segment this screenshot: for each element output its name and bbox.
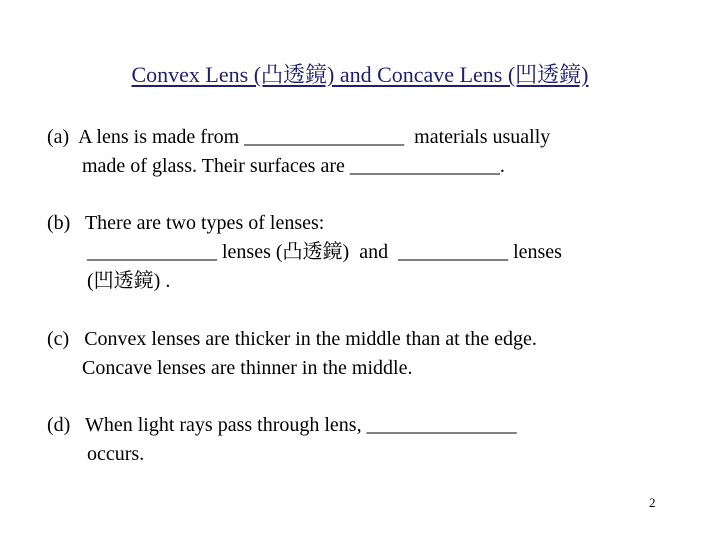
item-d bbox=[47, 411, 687, 469]
item-c-line-2: Concave lenses are thinner in the middle. bbox=[47, 357, 413, 379]
item-c bbox=[47, 325, 687, 383]
item-b-line-3: (凹透鏡) . bbox=[47, 270, 171, 292]
item-b bbox=[47, 209, 687, 296]
item-d-line-2: occurs. bbox=[47, 443, 145, 465]
slide-title: Convex Lens (凸透鏡) and Concave Lens (凹透鏡) bbox=[131, 62, 589, 87]
item-a-line-1: (a) A lens is made from ________________ materials usually bbox=[47, 126, 551, 148]
item-b-line-1: (b) There are two types of lenses: bbox=[47, 212, 325, 234]
item-b-line-2: _____________ lenses (凸透鏡) and ___________ lenses bbox=[47, 241, 562, 263]
item-a-line-2: made of glass. Their surfaces are _______________. bbox=[47, 155, 505, 177]
item-a bbox=[47, 123, 687, 181]
page-number: 2 bbox=[649, 495, 656, 510]
item-d-line-1: (d) When light rays pass through lens, _______________ bbox=[47, 414, 517, 436]
item-c-line-1: (c) Convex lenses are thicker in the middle than at the edge. bbox=[47, 328, 537, 350]
